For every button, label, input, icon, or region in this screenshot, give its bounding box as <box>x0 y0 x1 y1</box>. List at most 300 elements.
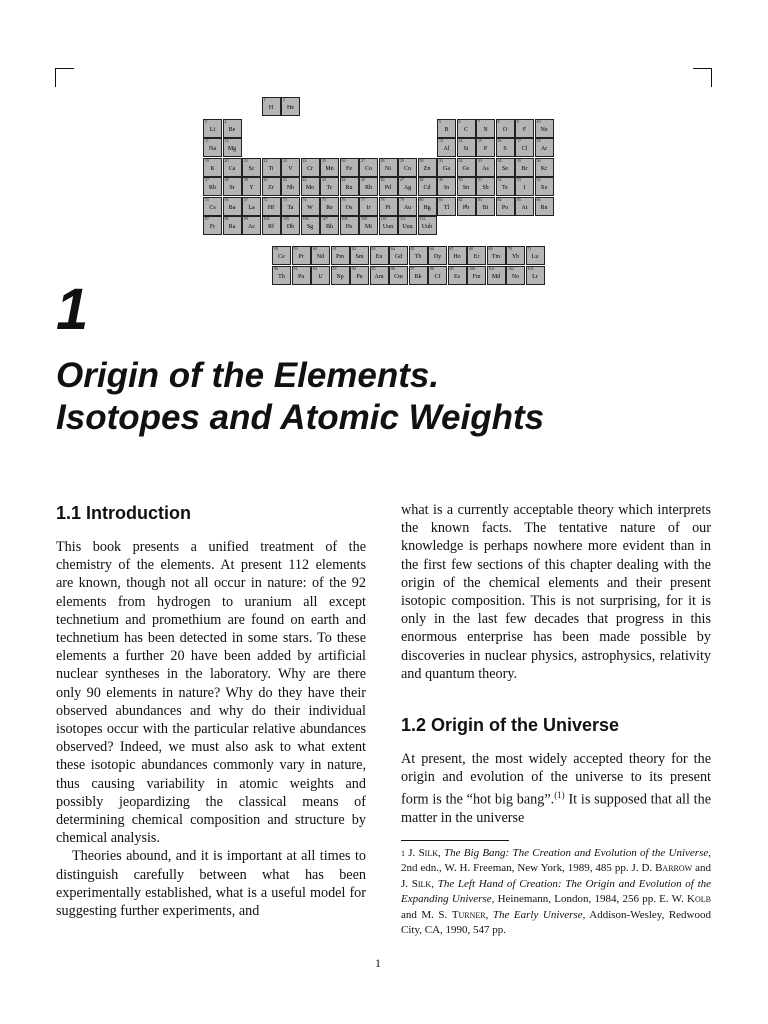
origin-text-before-citation: At present, the most widely accepted theory for the origin and evolution of the universe to its present form is the “hot big bang”. <box>401 751 711 809</box>
element-cell-hf <box>262 197 281 216</box>
element-symbol: Yb <box>511 254 520 260</box>
book-title: The Left Hand of Creation: The Origin and Evolution of the Expanding Universe <box>401 877 712 906</box>
element-cell-sn <box>457 177 476 196</box>
atomic-number: 39 <box>244 177 248 182</box>
intro-paragraph-2: Theories abound, and it is important at all times to distinguish carefully between what has been experimentally established, what is a useful model for suggesting further experiments, and <box>56 848 366 920</box>
element-symbol: B <box>444 126 449 133</box>
atomic-number: 75 <box>322 196 326 202</box>
element-cell-ru <box>340 177 359 196</box>
atomic-number: 108 <box>341 216 348 221</box>
element-symbol: He <box>287 105 294 111</box>
element-cell-sc <box>242 158 261 177</box>
element-symbol: Sr <box>229 185 235 191</box>
element-symbol: Ca <box>228 165 236 172</box>
atomic-number: 84 <box>497 196 502 202</box>
element-cell-db <box>281 216 300 235</box>
element-symbol: As <box>482 165 489 172</box>
element-symbol: Bh <box>325 224 333 230</box>
atomic-number: 79 <box>400 196 404 202</box>
element-symbol: Hs <box>345 224 353 230</box>
atomic-number: 45 <box>361 177 365 182</box>
element-symbol: Cr <box>307 165 313 172</box>
element-symbol: V <box>288 165 293 172</box>
element-cell-ac <box>242 216 261 235</box>
atomic-number: 35 <box>517 157 521 163</box>
element-cell-pd <box>379 177 398 196</box>
atomic-number: 27 <box>361 157 365 163</box>
element-symbol: Ac <box>248 224 255 230</box>
element-symbol: S <box>503 146 507 152</box>
author-name: Barrow <box>655 862 693 875</box>
element-cell-mt <box>359 216 378 235</box>
atomic-number: 65 <box>410 246 415 251</box>
element-cell-cd <box>418 177 437 196</box>
atomic-number: 74 <box>302 196 307 202</box>
atomic-number: 58 <box>274 246 278 251</box>
element-symbol: Au <box>403 204 412 211</box>
atomic-number: 13 <box>439 138 443 143</box>
element-cell-ta <box>281 197 300 216</box>
atomic-number: 25 <box>322 157 326 163</box>
element-cell-w <box>301 197 320 216</box>
element-cell-gd <box>389 246 408 265</box>
element-symbol: Ta <box>287 204 294 211</box>
element-cell-he <box>281 97 300 116</box>
chapter-title-line-2: Isotopes and Atomic Weights <box>56 398 545 437</box>
atomic-number: 70 <box>508 246 512 251</box>
element-cell-os <box>340 197 359 216</box>
element-cell-u <box>311 266 330 285</box>
element-cell-li <box>203 119 222 138</box>
origin-universe-paragraph <box>401 750 711 828</box>
atomic-number: 53 <box>517 177 521 182</box>
crop-mark-top-left <box>55 68 74 87</box>
element-cell-sm <box>350 246 369 265</box>
element-cell-bh <box>320 216 339 235</box>
atomic-number: 85 <box>517 196 521 202</box>
chapter-number: 1 <box>56 277 89 342</box>
element-cell-cs <box>203 197 222 216</box>
element-cell-mo <box>301 177 320 196</box>
atomic-number: 101 <box>488 265 495 271</box>
element-symbol: Dy <box>433 254 442 260</box>
atomic-number: 34 <box>497 157 502 163</box>
element-symbol: Tm <box>491 254 501 260</box>
element-cell-ni <box>379 158 398 177</box>
atomic-number: 22 <box>263 157 268 163</box>
element-cell-ca <box>223 158 242 177</box>
element-symbol: Nd <box>316 254 325 260</box>
atomic-number: 2 <box>283 97 285 102</box>
atomic-number: 7 <box>478 118 480 124</box>
element-cell-s <box>496 138 515 157</box>
element-symbol: Ge <box>462 165 470 172</box>
element-symbol: Nb <box>286 185 295 191</box>
element-cell-nd <box>311 246 330 265</box>
atomic-number: 60 <box>313 246 317 251</box>
atomic-number: 57 <box>244 196 248 202</box>
element-cell-bi <box>476 197 495 216</box>
element-symbol: Uub <box>421 224 433 230</box>
element-cell-h <box>262 97 281 116</box>
element-symbol: Pr <box>298 254 304 260</box>
element-cell-in <box>437 177 456 196</box>
element-symbol: Zn <box>423 165 431 172</box>
element-symbol: Si <box>463 146 469 152</box>
atomic-number: 37 <box>205 177 209 182</box>
atomic-number: 103 <box>527 265 534 271</box>
element-cell-fe <box>340 158 359 177</box>
element-symbol: Pu <box>356 273 363 280</box>
atomic-number: 91 <box>293 265 298 271</box>
atomic-number: 99 <box>449 265 454 271</box>
element-symbol: Es <box>454 273 460 280</box>
element-symbol: Pd <box>384 185 392 191</box>
element-cell-uuu <box>398 216 417 235</box>
atomic-number: 43 <box>322 177 326 182</box>
atomic-number: 59 <box>293 246 298 251</box>
atomic-number: 62 <box>352 246 356 251</box>
element-cell-tb <box>409 246 428 265</box>
footnote-text: , Heinemann, London, 1984, 256 pp. E. W. <box>491 893 688 906</box>
element-symbol: Kr <box>540 165 548 172</box>
element-cell-dy <box>428 246 447 265</box>
atomic-number: 36 <box>536 157 541 163</box>
element-symbol: Cd <box>423 185 431 191</box>
element-cell-pr <box>292 246 311 265</box>
element-cell-p <box>476 138 495 157</box>
element-cell-uub <box>418 216 437 235</box>
element-symbol: Db <box>286 224 295 230</box>
element-cell-mg <box>223 138 242 157</box>
element-cell-n <box>476 119 495 138</box>
atomic-number: 87 <box>205 216 209 221</box>
element-cell-cr <box>301 158 320 177</box>
element-cell-fr <box>203 216 222 235</box>
element-cell-c <box>457 119 476 138</box>
atomic-number: 8 <box>497 118 500 124</box>
page-number: 1 <box>375 956 381 970</box>
element-cell-rh <box>359 177 378 196</box>
element-symbol: Ra <box>228 224 236 230</box>
atomic-number: 23 <box>283 157 287 163</box>
atomic-number: 100 <box>469 265 475 271</box>
left-column <box>56 538 366 920</box>
element-symbol: Pm <box>335 254 344 260</box>
element-cell-na <box>203 138 222 157</box>
atomic-number: 69 <box>488 246 493 251</box>
element-cell-lu <box>526 246 545 265</box>
atomic-number: 28 <box>380 157 385 163</box>
element-cell-la <box>242 197 261 216</box>
element-cell-si <box>457 138 476 157</box>
element-cell-ti <box>262 158 281 177</box>
footnote-mark: 1 <box>401 849 405 858</box>
element-symbol: Re <box>326 204 333 211</box>
element-cell-bk <box>409 266 428 285</box>
element-cell-al <box>437 138 456 157</box>
element-cell-ce <box>272 246 291 265</box>
atomic-number: 67 <box>449 246 454 251</box>
atomic-number: 54 <box>536 177 541 182</box>
element-symbol: La <box>248 204 255 211</box>
atomic-number: 16 <box>497 138 502 143</box>
atomic-number: 40 <box>263 177 268 182</box>
element-cell-hg <box>418 197 437 216</box>
element-symbol: Th <box>278 273 285 280</box>
element-symbol: Ir <box>366 204 371 211</box>
atomic-number: 9 <box>517 118 519 124</box>
element-cell-tc <box>320 177 339 196</box>
element-cell-br <box>515 158 534 177</box>
footnote-text: , 2nd edn., W. H. Freeman, New York, 1989, 485 pp. J. D. <box>401 847 711 875</box>
element-cell-fm <box>467 266 486 285</box>
element-symbol: Ar <box>540 146 548 152</box>
element-cell-ag <box>398 177 417 196</box>
element-symbol: Uuu <box>402 224 413 230</box>
footnote-1: $^1$ J. Silk, The Big Bang: The Creation and Evolution of the Universe, 2nd edn., W. H. Freeman, New York, 1989, 485 pp. J. D. Barrow and J. Silk, The Left Hand of Creation: The Origin and Evolution of the Expanding Universe, Heinemann, London, 1984, 256 pp. E. W. Kolb and M. S. Turner, The Early Universe, Addison-Wesley, Redwood City, CA, 1990, 547 pp. <box>401 847 712 937</box>
element-cell-nb <box>281 177 300 196</box>
element-symbol: Li <box>209 126 216 133</box>
element-symbol: I <box>523 185 526 191</box>
element-cell-zr <box>262 177 281 196</box>
element-symbol: Os <box>345 204 353 211</box>
element-cell-er <box>467 246 486 265</box>
element-symbol: C <box>463 126 468 133</box>
element-cell-xe <box>535 177 554 196</box>
atomic-number: 81 <box>439 196 443 202</box>
element-cell-ne <box>535 119 554 138</box>
element-cell-ba <box>223 197 242 216</box>
atomic-number: 12 <box>224 138 229 143</box>
element-symbol: F <box>522 126 527 133</box>
element-cell-ar <box>535 138 554 157</box>
element-cell-sg <box>301 216 320 235</box>
element-symbol: Pt <box>385 204 391 211</box>
element-symbol: Hf <box>267 204 275 211</box>
atomic-number: 51 <box>478 177 482 182</box>
atomic-number: 72 <box>263 196 268 202</box>
element-symbol: Np <box>336 273 344 280</box>
element-symbol: Ag <box>403 185 412 191</box>
atomic-number: 93 <box>332 265 337 271</box>
element-symbol: Ne <box>540 126 548 133</box>
atomic-number: 64 <box>391 246 395 251</box>
element-symbol: Fr <box>209 224 216 230</box>
atomic-number: 105 <box>283 216 289 221</box>
atomic-number: 112 <box>419 216 426 221</box>
atomic-number: 10 <box>536 118 541 124</box>
atomic-number: 76 <box>341 196 346 202</box>
element-symbol: Mt <box>364 224 372 230</box>
element-symbol: Sm <box>355 254 364 260</box>
atomic-number: 6 <box>458 118 461 124</box>
element-cell-ra <box>223 216 242 235</box>
atomic-number: 14 <box>458 138 463 143</box>
atomic-number: 26 <box>341 157 346 163</box>
element-symbol: Cl <box>521 146 528 152</box>
element-symbol: H <box>268 105 274 111</box>
atomic-number: 21 <box>244 157 248 163</box>
atomic-number: 107 <box>322 216 328 221</box>
element-symbol: Tl <box>443 204 450 211</box>
element-symbol: Na <box>209 146 216 152</box>
element-cell-es <box>448 266 467 285</box>
element-symbol: Fe <box>346 165 352 172</box>
element-symbol: Ni <box>385 165 391 172</box>
element-cell-cm <box>389 266 408 285</box>
atomic-number: 102 <box>508 265 514 271</box>
element-cell-ge <box>457 158 476 177</box>
footnote-text: J. <box>408 847 419 859</box>
atomic-number: 95 <box>371 265 376 271</box>
atomic-number: 90 <box>274 265 278 271</box>
element-symbol: Sc <box>248 165 255 172</box>
author-name: Silk <box>418 847 439 859</box>
atomic-number: 111 <box>400 216 406 221</box>
atomic-number: 55 <box>205 196 209 202</box>
footnote-text: and M. S. <box>401 908 452 921</box>
element-symbol: Sg <box>306 224 314 230</box>
element-symbol: Eu <box>375 254 383 260</box>
element-cell-au <box>398 197 417 216</box>
element-cell-cl <box>515 138 534 157</box>
atomic-number: 41 <box>283 177 287 182</box>
element-cell-re <box>320 197 339 216</box>
citation-reference-1[interactable]: (1) <box>554 790 565 801</box>
element-cell-po <box>496 197 515 216</box>
element-symbol: P <box>483 146 488 152</box>
element-symbol: Sb <box>482 185 489 191</box>
element-cell-md <box>487 266 506 285</box>
atomic-number: 86 <box>536 196 541 202</box>
element-cell-o <box>496 119 515 138</box>
chapter-title-line-1: Origin of the Elements. <box>56 356 440 395</box>
footnote-rule <box>401 840 509 841</box>
element-symbol: Rb <box>208 185 216 191</box>
atomic-number: 88 <box>224 216 229 221</box>
element-symbol: Co <box>364 165 372 172</box>
element-symbol: Tb <box>414 254 422 260</box>
element-symbol: Md <box>491 273 501 280</box>
atomic-number: 110 <box>380 216 387 221</box>
atomic-number: 50 <box>458 177 463 182</box>
atomic-number: 56 <box>224 196 229 202</box>
atomic-number: 38 <box>224 177 229 182</box>
atomic-number: 106 <box>302 216 309 221</box>
right-column-continuation <box>401 501 711 683</box>
atomic-number: 1 <box>263 97 266 102</box>
intro-paragraph-1: This book presents a unified treatment of the chemistry of the elements. At present 112 elements are known, though not all occur in nature: of the 92 elements from hydrogen to uranium all except technetium and promethium are found on earth and technetium has been detected in some stars. To these elements a further 20 have been added by artificial nuclear syntheses in the laboratory. Why are there only 90 elements in nature? Why do they have their observed abundances and why do their individual isotopes occur with the particular relative abundances observed? Indeed, we must also ask to what extent these isotopic abundances commonly vary in nature, thus causing variability in atomic weights and possibly jeopardizing the classical means of determining chemical composition and structure by chemical analysis. <box>56 539 366 847</box>
atomic-number: 47 <box>400 177 404 182</box>
chapter-title <box>56 355 716 439</box>
atomic-number: 29 <box>400 157 404 163</box>
element-symbol: Lu <box>531 254 539 260</box>
element-symbol: Te <box>502 185 508 191</box>
element-symbol: Al <box>443 146 450 152</box>
element-cell-kr <box>535 158 554 177</box>
element-symbol: Fm <box>472 273 481 280</box>
element-symbol: Mo <box>305 185 315 191</box>
element-symbol: Po <box>501 204 509 211</box>
element-cell-sb <box>476 177 495 196</box>
element-cell-am <box>370 266 389 285</box>
element-cell-i <box>515 177 534 196</box>
element-cell-te <box>496 177 515 196</box>
atomic-number: 83 <box>478 196 482 202</box>
element-cell-lr <box>526 266 545 285</box>
footnote-text: , Addison-Wesley, Redwood City, CA, 1990, 547 pp. <box>401 908 712 937</box>
element-cell-hs <box>340 216 359 235</box>
element-cell-b <box>437 119 456 138</box>
atomic-number: 4 <box>224 118 227 124</box>
atomic-number: 20 <box>224 157 229 163</box>
element-symbol: Cf <box>434 273 441 280</box>
element-cell-pm <box>331 246 350 265</box>
element-cell-ho <box>448 246 467 265</box>
element-symbol: Sn <box>462 185 470 191</box>
atomic-number: 52 <box>497 177 502 182</box>
atomic-number: 98 <box>430 265 434 271</box>
atomic-number: 80 <box>419 196 424 202</box>
element-symbol: Bk <box>414 273 422 280</box>
element-cell-pb <box>457 197 476 216</box>
element-cell-ir <box>359 197 378 216</box>
atomic-number: 49 <box>439 177 443 182</box>
element-cell-mn <box>320 158 339 177</box>
element-cell-pa <box>292 266 311 285</box>
atomic-number: 31 <box>439 157 443 163</box>
atomic-number: 44 <box>341 177 346 182</box>
element-symbol: Uun <box>382 224 394 230</box>
element-symbol: Rn <box>540 204 548 211</box>
element-cell-be <box>223 119 242 138</box>
element-symbol: U <box>318 273 323 280</box>
element-cell-th <box>272 266 291 285</box>
atomic-number: 11 <box>205 138 209 143</box>
element-symbol: Lr <box>532 273 538 280</box>
section-heading-introduction: 1.1 Introduction <box>56 503 191 523</box>
atomic-number: 24 <box>302 157 307 163</box>
element-cell-tl <box>437 197 456 216</box>
atomic-number: 30 <box>419 157 424 163</box>
author-name: Kolb <box>687 893 711 906</box>
atomic-number: 78 <box>380 196 385 202</box>
element-cell-pt <box>379 197 398 216</box>
origin-text-after-citation: It is supposed that all the matter in the universe <box>401 792 711 827</box>
atomic-number: 77 <box>361 196 365 202</box>
atomic-number: 46 <box>380 177 385 182</box>
atomic-number: 66 <box>430 246 434 251</box>
element-cell-tm <box>487 246 506 265</box>
crop-mark-top-right <box>693 68 712 87</box>
atomic-number: 94 <box>352 265 356 271</box>
element-symbol: Mn <box>325 165 334 172</box>
atomic-number: 17 <box>517 138 521 143</box>
section-heading-origin-of-universe: 1.2 Origin of the Universe <box>401 715 620 735</box>
element-symbol: In <box>444 185 449 191</box>
element-cell-np <box>331 266 350 285</box>
element-symbol: At <box>521 204 528 211</box>
element-symbol: Rf <box>268 224 274 230</box>
element-symbol: Cu <box>403 165 411 172</box>
atomic-number: 73 <box>283 196 287 202</box>
element-symbol: Pb <box>462 204 470 211</box>
intro-paragraph-2-continued: what is a currently acceptable theory which interprets the known facts. The tentative nature of our knowledge is perhaps nowhere more evident than in the first few sections of this chapter dealing with the origin of the chemical elements and their present isotopic composition. This is not surprising, for it is only in the last few decades that progress in this enormous enterprise has been made possible by discoveries in nuclear physics, astrophysics, relativity and quantum theory. <box>401 502 711 682</box>
element-symbol: Se <box>502 165 508 172</box>
atomic-number: 32 <box>458 157 463 163</box>
element-symbol: Bi <box>482 204 489 211</box>
